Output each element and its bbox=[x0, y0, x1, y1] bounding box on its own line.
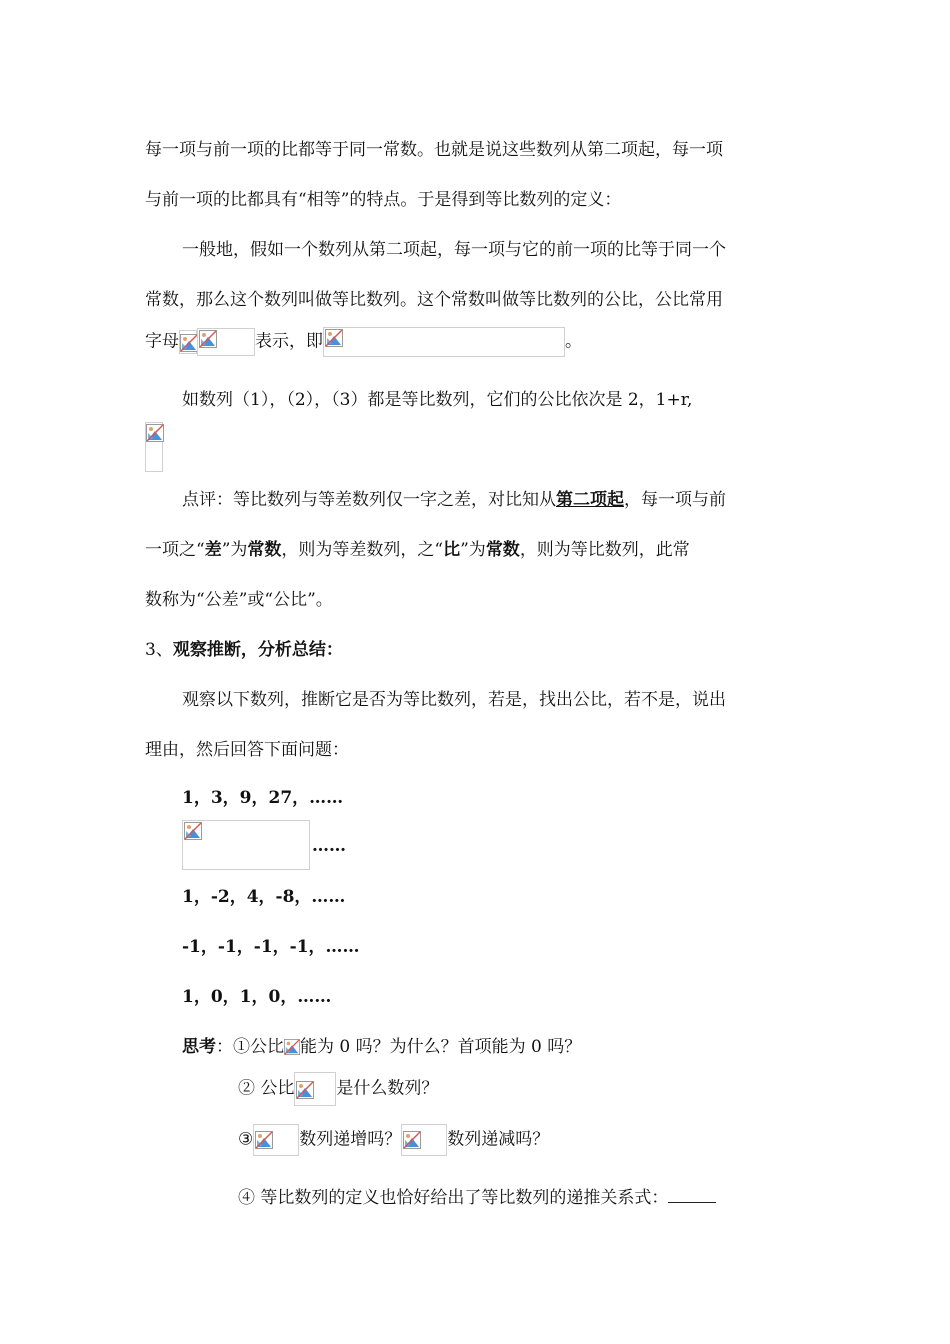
broken-image-icon bbox=[197, 328, 255, 356]
observation-line: 理由，然后回答下面问题： bbox=[145, 740, 349, 760]
paragraph-line: 与前一项的比都具有“相等”的特点。于是得到等比数列的定义： bbox=[145, 190, 622, 210]
sequence-1: 1，3，9，27，…… bbox=[182, 788, 344, 808]
example-line: 如数列（1），（2），（3）都是等比数列，它们的公比依次是 2，1+r, bbox=[182, 390, 693, 410]
definition-line: 常数，那么这个数列叫做等比数列。这个常数叫做等比数列的公比，公比常用 bbox=[145, 290, 723, 310]
comment-line: 一项之“差”为常数，则为等差数列，之“比”为常数，则为等比数列，此常 bbox=[145, 540, 690, 560]
sequence-4: -1，-1，-1，-1，…… bbox=[182, 937, 360, 957]
think-question-3: ③ 数列递增吗？ 数列递减吗？ bbox=[238, 1124, 549, 1156]
observation-line: 观察以下数列，推断它是否为等比数列，若是，找出公比，若不是，说出 bbox=[182, 690, 726, 710]
think-question-2: ② 公比 是什么数列？ bbox=[238, 1072, 438, 1106]
section-heading: 3、观察推断，分析总结： bbox=[145, 640, 343, 660]
broken-image-icon bbox=[284, 1038, 300, 1058]
broken-image-icon bbox=[323, 327, 565, 357]
answer-blank[interactable] bbox=[668, 1188, 716, 1203]
definition-line: 一般地，假如一个数列从第二项起，每一项与它的前一项的比等于同一个 bbox=[182, 240, 726, 260]
broken-image-icon bbox=[182, 820, 310, 870]
broken-image-icon bbox=[294, 1072, 336, 1106]
comment-line: 点评：等比数列与等差数列仅一字之差，对比知从第二项起，每一项与前 bbox=[182, 490, 726, 510]
broken-image-icon bbox=[179, 330, 197, 354]
broken-image-icon bbox=[145, 422, 163, 472]
sequence-2-tail: …… bbox=[312, 836, 346, 856]
comment-line: 数称为“公差”或“公比”。 bbox=[145, 590, 333, 610]
think-question-1: 思考：①公比 能为 0 吗？为什么？首项能为 0 吗？ bbox=[182, 1037, 582, 1057]
sequence-5: 1，0，1，0，…… bbox=[182, 987, 332, 1007]
paragraph-line: 每一项与前一项的比都等于同一常数。也就是说这些数列从第二项起，每一项 bbox=[145, 140, 723, 160]
broken-image-icon bbox=[253, 1124, 299, 1156]
broken-image-icon bbox=[401, 1124, 447, 1156]
definition-line: 字母 表示，即 。 bbox=[145, 327, 582, 357]
sequence-3: 1，-2，4，-8，…… bbox=[182, 887, 346, 907]
think-question-4: ④ 等比数列的定义也恰好给出了等比数列的递推关系式： bbox=[238, 1186, 716, 1210]
